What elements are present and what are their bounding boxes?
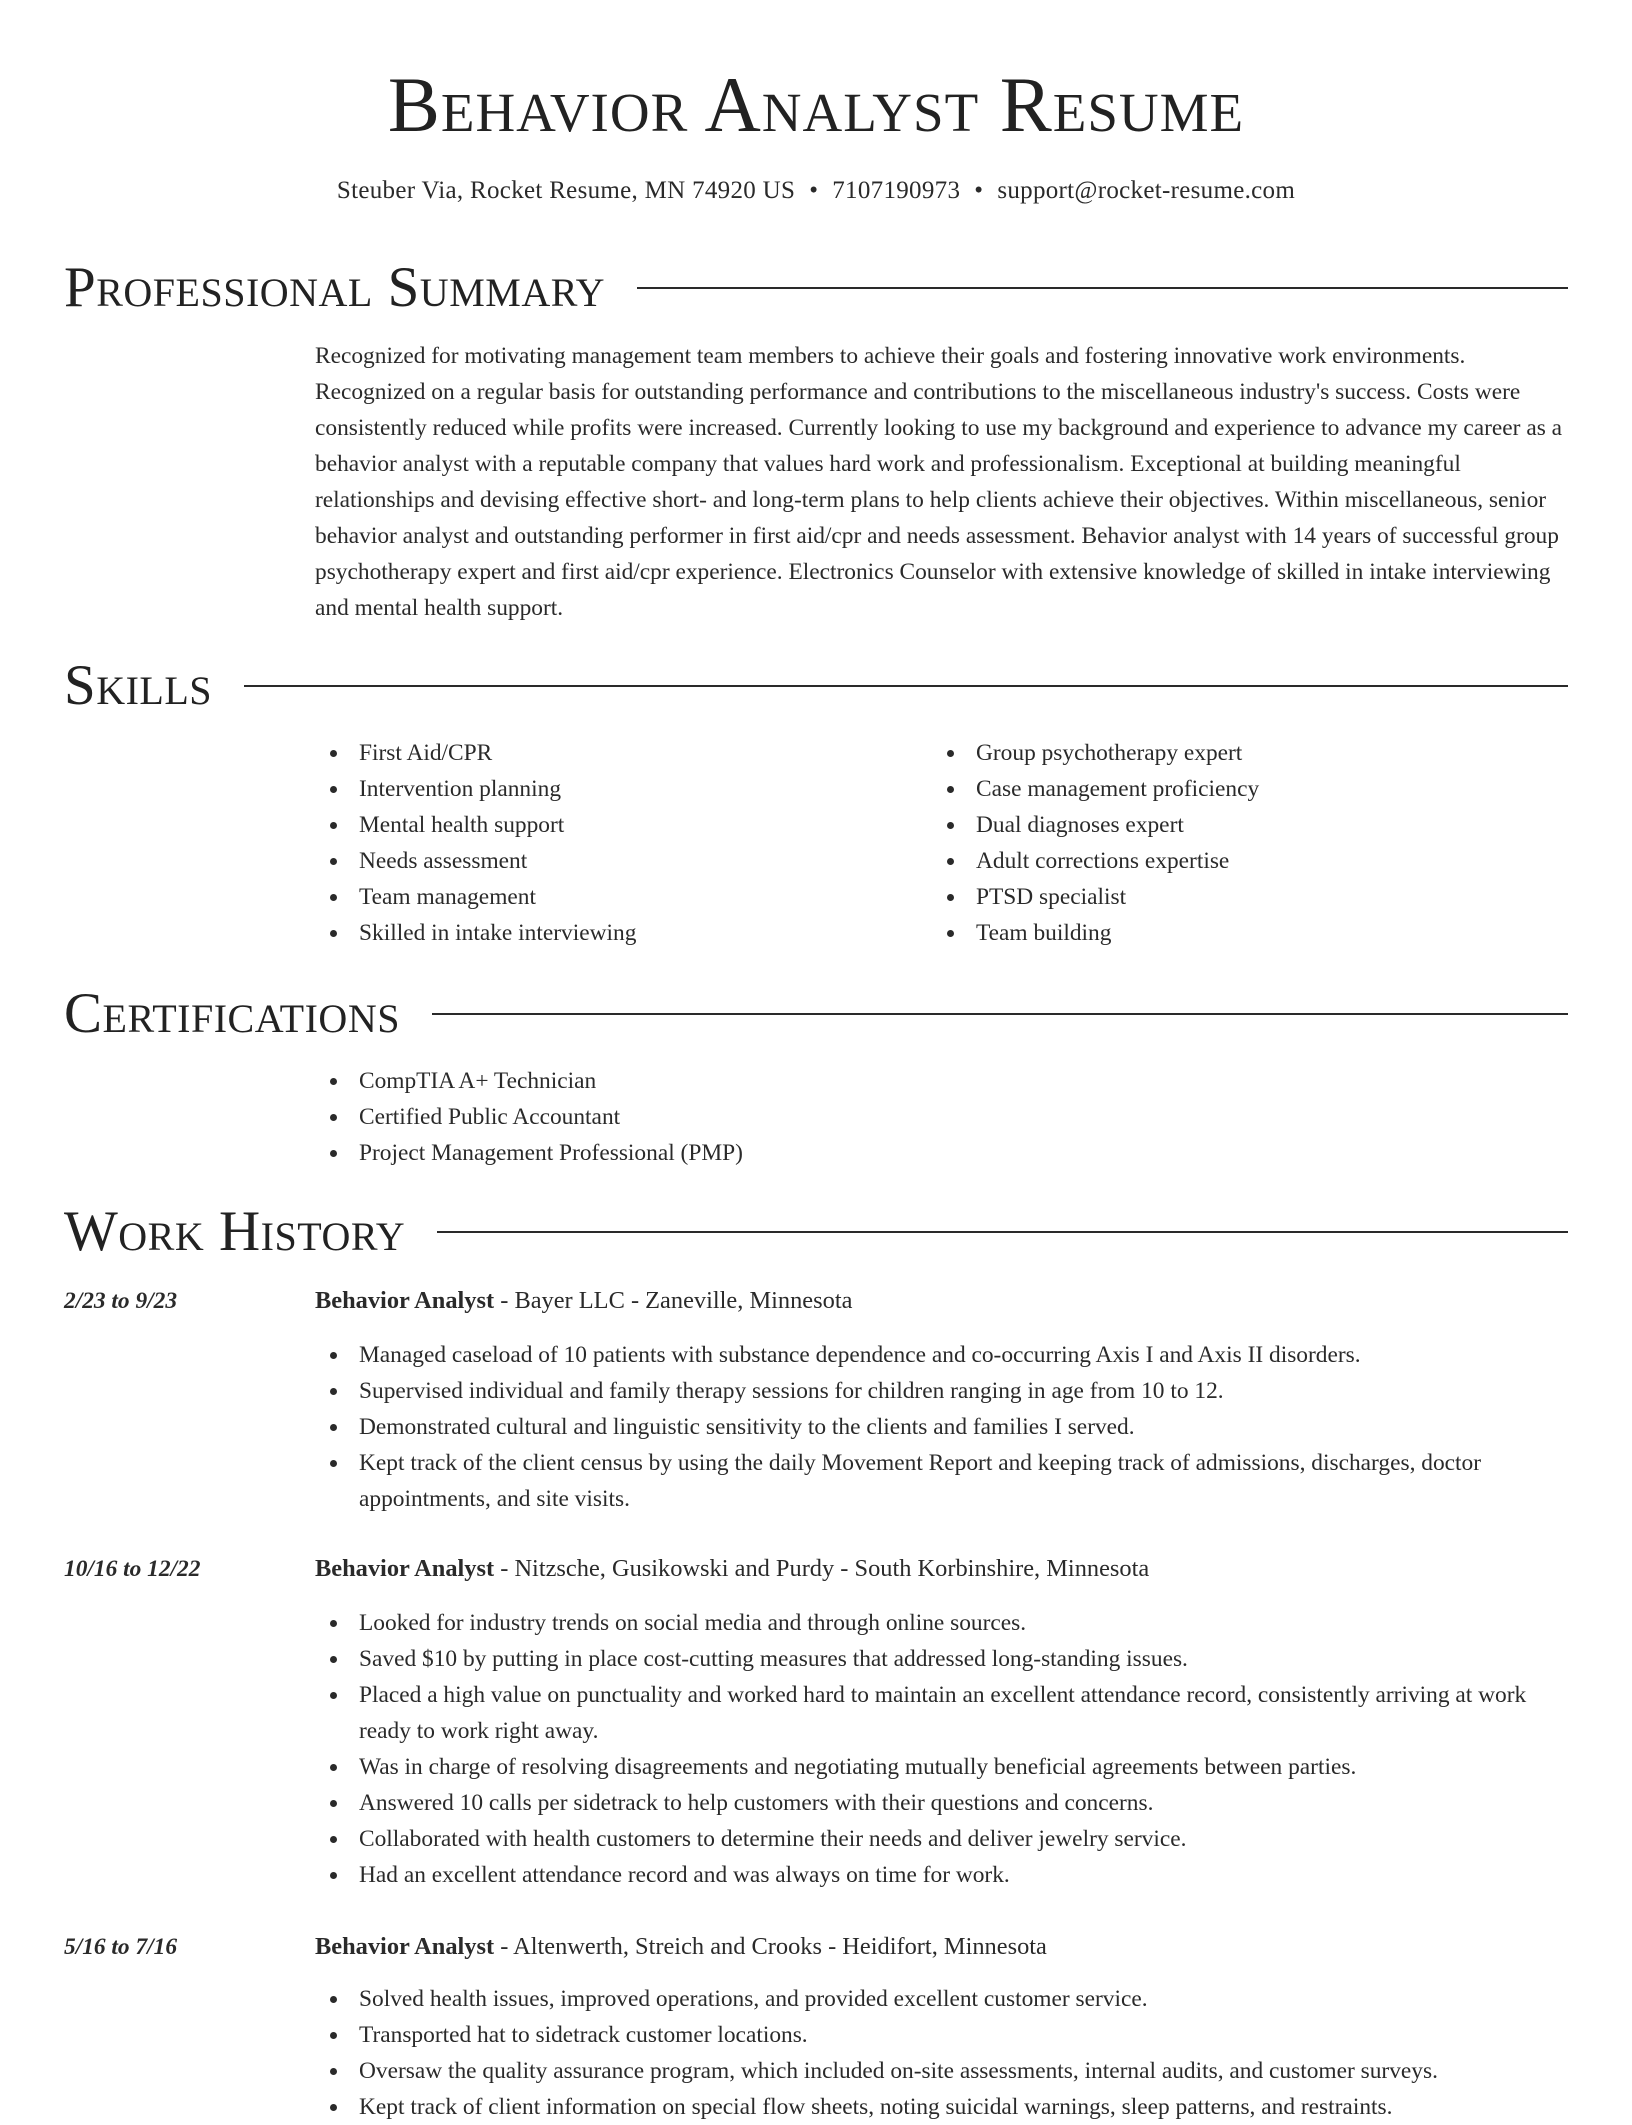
duty-item: Managed caseload of 10 patients with substance dependence and co-occurring Axis I and Axis II disorders. <box>315 1337 1568 1373</box>
job-duties <box>315 1337 1568 1517</box>
duty-item: Demonstrated cultural and linguistic sensitivity to the clients and families I served. <box>315 1409 1568 1445</box>
contact-address: Steuber Via, Rocket Resume, MN 74920 US <box>336 177 796 204</box>
contact-phone: 7107190973 <box>832 177 961 204</box>
job-title: Behavior Analyst <box>315 1287 495 1314</box>
job-duties <box>315 1981 1568 2125</box>
summary-section-title: Professional Summary <box>64 256 606 319</box>
skill-item: Needs assessment <box>315 843 915 879</box>
skill-item: Dual diagnoses expert <box>932 807 1532 843</box>
resume-title: Behavior Analyst Resume <box>387 61 1245 148</box>
skill-item: Adult corrections expertise <box>932 843 1532 879</box>
job-employer-location: - Altenwerth, Streich and Crooks - Heidifort, Minnesota <box>494 1933 1047 1960</box>
job-employer-location: - Bayer LLC - Zaneville, Minnesota <box>494 1287 853 1314</box>
work-section-header <box>64 1200 1568 1264</box>
job-employer-location: - Nitzsche, Gusikowski and Purdy - South Korbinshire, Minnesota <box>494 1555 1150 1582</box>
section-divider <box>432 1013 1568 1015</box>
duty-item: Answered 10 calls per sidetrack to help customers with their questions and concerns. <box>315 1785 1568 1821</box>
job-dates: 10/16 to 12/22 <box>64 1556 201 1582</box>
duty-item: Kept track of client information on special flow sheets, noting suicidal warnings, sleep patterns, and restraints. <box>315 2089 1568 2125</box>
contact-line <box>0 173 1632 209</box>
job-duties <box>315 1605 1568 1893</box>
duty-item: Had an excellent attendance record and was always on time for work. <box>315 1857 1568 1893</box>
section-divider <box>244 685 1568 687</box>
certification-item: CompTIA A+ Technician <box>315 1063 1568 1099</box>
skill-item: Group psychotherapy expert <box>932 735 1532 771</box>
skill-item: Skilled in intake interviewing <box>315 915 915 951</box>
certification-item: Project Management Professional (PMP) <box>315 1135 1568 1171</box>
skills-section-header <box>64 654 1568 718</box>
skill-item: Team building <box>932 915 1532 951</box>
job-heading <box>315 1929 1568 1965</box>
duty-item: Kept track of the client census by using the daily Movement Report and keeping track of admissions, discharges, doctor appointments, and site visits. <box>315 1445 1568 1517</box>
certifications-section-header <box>64 982 1568 1046</box>
work-section-title: Work History <box>64 1200 406 1263</box>
duty-item: Placed a high value on punctuality and worked hard to maintain an excellent attendance record, consistently arriving at work ready to work right away. <box>315 1677 1568 1749</box>
duty-item: Saved $10 by putting in place cost-cutting measures that addressed long-standing issues. <box>315 1641 1568 1677</box>
duty-item: Was in charge of resolving disagreements and negotiating mutually beneficial agreements between parties. <box>315 1749 1568 1785</box>
skill-item: Intervention planning <box>315 771 915 807</box>
skills-column-left <box>315 735 915 951</box>
certifications-section-title: Certifications <box>64 982 400 1045</box>
duty-item: Solved health issues, improved operations, and provided excellent customer service. <box>315 1981 1568 2017</box>
job-dates: 5/16 to 7/16 <box>64 1934 178 1960</box>
duty-item: Transported hat to sidetrack customer locations. <box>315 2017 1568 2053</box>
duty-item: Supervised individual and family therapy sessions for children ranging in age from 10 to 12. <box>315 1373 1568 1409</box>
summary-section-header <box>64 256 1568 320</box>
contact-separator: • <box>809 177 819 204</box>
section-divider <box>437 1231 1568 1233</box>
skill-item: First Aid/CPR <box>315 735 915 771</box>
certifications-list <box>315 1063 1568 1171</box>
skills-section-title: Skills <box>64 654 213 717</box>
contact-separator: • <box>974 177 984 204</box>
duty-item: Collaborated with health customers to determine their needs and deliver jewelry service. <box>315 1821 1568 1857</box>
contact-email: support@rocket-resume.com <box>997 177 1296 204</box>
skill-item: Team management <box>315 879 915 915</box>
job-title: Behavior Analyst <box>315 1555 495 1582</box>
job-heading <box>315 1283 1568 1319</box>
skill-item: PTSD specialist <box>932 879 1532 915</box>
skill-item: Case management proficiency <box>932 771 1532 807</box>
skill-item: Mental health support <box>315 807 915 843</box>
skills-column-right <box>932 735 1532 951</box>
certification-item: Certified Public Accountant <box>315 1099 1568 1135</box>
section-divider <box>637 287 1568 289</box>
summary-text: Recognized for motivating management team members to achieve their goals and fostering innovative work environments. Recognized on a regular basis for outstanding performance and contributions to the miscellaneous industry's success. Costs were consistently reduced while profits were increased. Currently looking to use my background and experience to advance my career as a behavior analyst with a reputable company that values hard work and professionalism. Exceptional at building meaningful relationships and devising effective short- and long-term plans to help clients achieve their objectives. Within miscellaneous, senior behavior analyst and outstanding performer in first aid/cpr and needs assessment. Behavior analyst with 14 years of successful group psychotherapy expert and first aid/cpr experience. Electronics Counselor with extensive knowledge of skilled in intake interviewing and mental health support. <box>315 343 1563 621</box>
job-dates: 2/23 to 9/23 <box>64 1288 178 1314</box>
duty-item: Oversaw the quality assurance program, which included on-site assessments, internal audits, and customer surveys. <box>315 2053 1568 2089</box>
job-heading <box>315 1551 1568 1587</box>
duty-item: Looked for industry trends on social media and through online sources. <box>315 1605 1568 1641</box>
job-title: Behavior Analyst <box>315 1933 495 1960</box>
